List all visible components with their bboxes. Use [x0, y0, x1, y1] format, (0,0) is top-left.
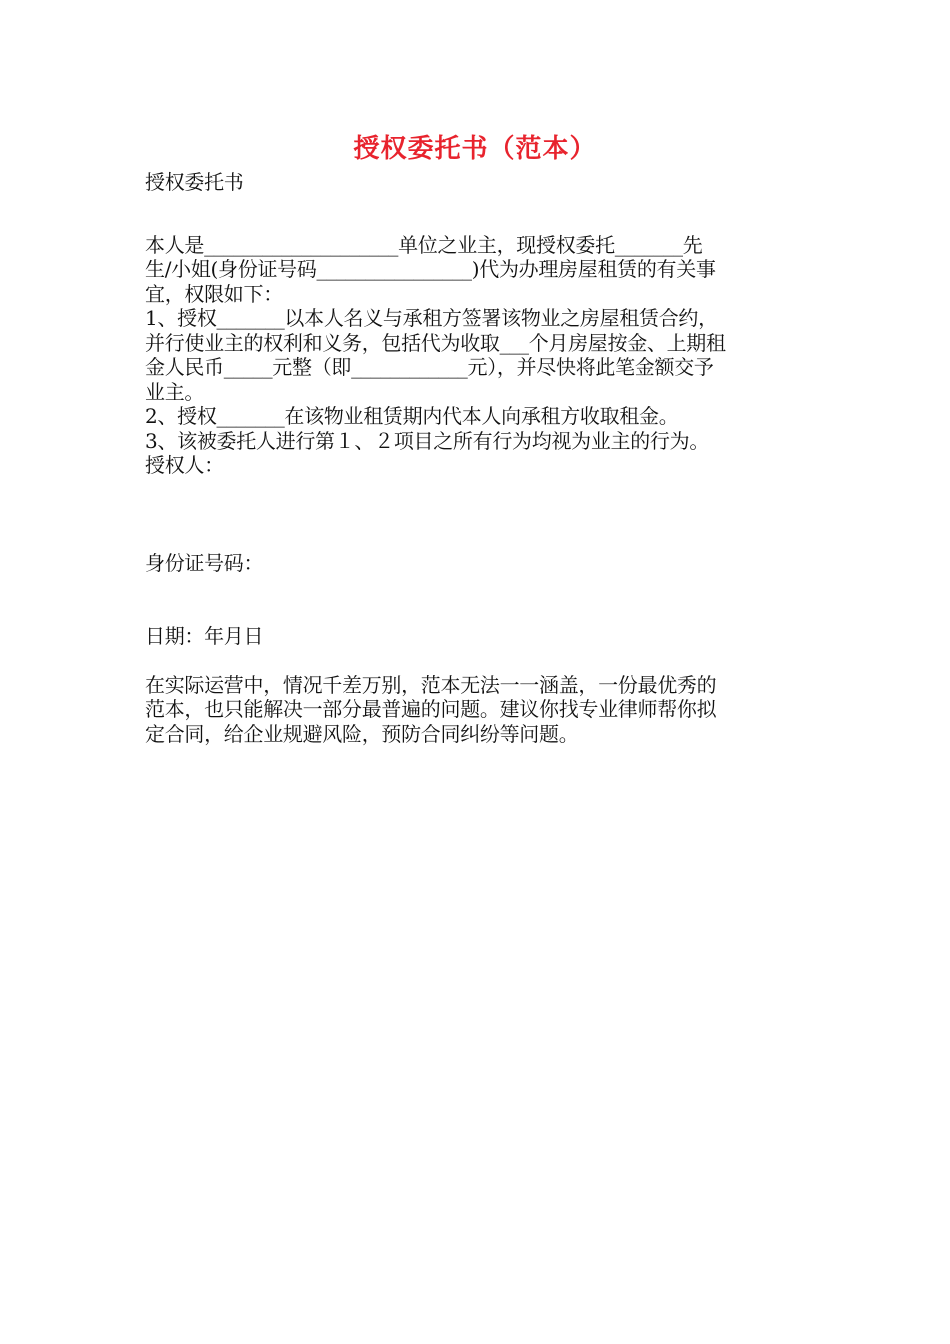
body-line: 业主。: [145, 379, 205, 404]
document-body: [145, 170, 815, 746]
body-line: 2、授权_______在该物业租赁期内代本人向承租方收取租金。: [145, 404, 679, 428]
id-number-label: 身份证号码：: [145, 550, 264, 575]
closing-line: 范本，也只能解决一部分最普遍的问题。建议你找专业律师帮你拟: [145, 697, 717, 721]
closing-line: 定合同，给企业规避风险，预防合同纠纷等问题。: [145, 721, 579, 746]
date-label: 日期：年月日: [145, 624, 264, 648]
body-line: 宜，权限如下：: [145, 281, 283, 306]
closing-line: 在实际运营中，情况千差万别，范本无法一一涵盖，一份最优秀的: [145, 672, 717, 697]
document-title: 授权委托书（范本）: [353, 134, 597, 164]
body-line: 3、该被委托人进行第１、２项目之所有行为均视为业主的行为。: [145, 428, 710, 453]
body-line: 本人是____________________单位之业主，现授权委托_______先: [145, 232, 703, 257]
closing-paragraph: [145, 673, 815, 747]
body-line: 1、授权_______以本人名义与承租方签署该物业之房屋租赁合约，: [145, 306, 718, 330]
body-line: 金人民币_____元整（即____________元），并尽快将此笔金额交予: [145, 355, 714, 379]
body-line: 生/小姐(身份证号码________________)代为办理房屋租赁的有关事: [145, 257, 716, 281]
authorization-paragraph: [145, 233, 815, 478]
body-line: 并行使业主的权利和义务，包括代为收取___个月房屋按金、上期租: [145, 330, 726, 355]
authorizer-label: 授权人：: [145, 453, 224, 477]
subtitle: 授权委托书: [145, 170, 244, 194]
